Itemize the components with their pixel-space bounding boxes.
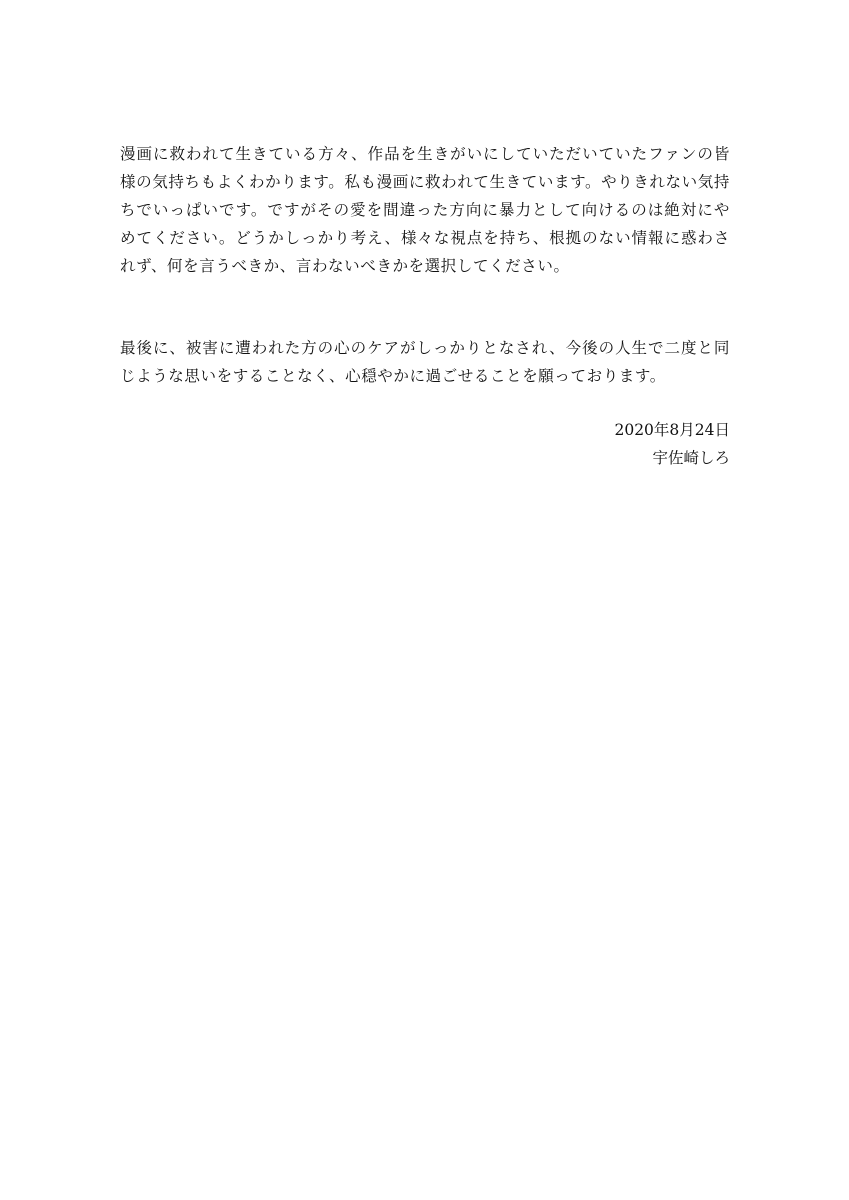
document-body — [120, 140, 730, 472]
closing-block — [120, 416, 730, 472]
date-line: 2020年8月24日 — [614, 421, 730, 439]
paragraph-2: 最後に、被害に遭われた方の心のケアがしっかりとなされ、今後の人生で二度と同じような思いをすることなく、心穏やかに過ごせることを願っております。 — [120, 339, 730, 385]
paragraph-1: 漫画に救われて生きている方々、作品を生きがいにしていただいていたファンの皆様の気持ちもよくわかります。私も漫画に救われて生きています。やりきれない気持ちでいっぱいです。ですがその愛を間違った方向に暴力として向けるのは絶対にやめてください。どうかしっかり考え、様々な視点を持ち、根拠のない情報に惑わされず、何を言うべきか、言わないべきかを選択してください。 — [120, 145, 730, 275]
signature-line: 宇佐崎しろ — [652, 449, 730, 467]
